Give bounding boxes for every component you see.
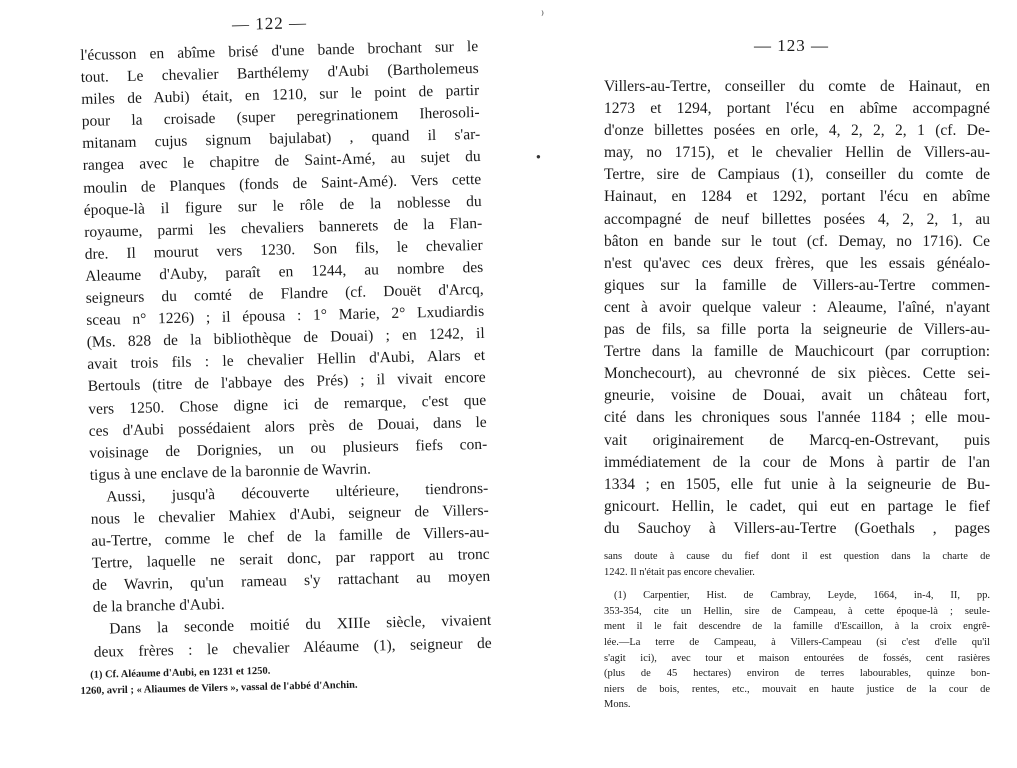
right-footnotes (604, 549, 990, 713)
text-line: avait trois fils : le chevalier Hellin d'Aubi, Alars et (87, 347, 486, 374)
page-number-122: — 122 — (231, 13, 308, 34)
text-line: giques sur la famille de Villers-au-Tertre commen- (604, 276, 990, 294)
text-line: cité dans les chroniques sous l'année 1184 ; elle mou- (604, 409, 990, 427)
text-line: Monchecourt), au chevronné de six pièces. Cette sei- (604, 365, 990, 383)
footnote-line: 1260, avril ; « Aliaumes de Vilers », vassal de l'abbé d'Anchin. (80, 679, 358, 697)
text-line: ces d'Aubi possédaient alors près de Douai, dans le (88, 413, 487, 440)
text-line: may, no 1715), et le chevalier Hellin de Villers-au- (604, 144, 990, 162)
text-line: Aussi, jusqu'à découverte ultérieure, tiendrons- (106, 479, 489, 506)
text-line: d'onze billettes posées en orle, 4, 2, 2, 2, 1 (cf. De- (604, 122, 990, 140)
text-line: de la branche d'Aubi. (92, 596, 225, 617)
text-line: Dans la seconde moitié du XIIIe siècle, vivaient (109, 612, 492, 638)
text-line: dre. Il mourut vers 1230. Son fils, le chevalier (84, 236, 483, 263)
footnote-line: 353-354, cite un Hellin, sire de Campeau, à cette époque-là ; seule- (604, 605, 990, 617)
text-line: au-Tertre, comme le chef de la famille de Villers-au- (91, 523, 490, 550)
text-line: tout. Le chevalier Barthélemy d'Aubi (Bartholemeus (80, 60, 479, 87)
text-line: 1334 ; en 1505, elle fut unie à la seigneurie de Bu- (604, 475, 990, 493)
text-line: immédiatement de la cour de Mons à partir de l'an (604, 453, 990, 471)
text-line: Tertre dans la famille de Mauchicourt (par corruption: (604, 343, 990, 361)
footnote-line: niers de bois, rentes, etc., mouvait en haute justice de la cour de (604, 683, 990, 695)
text-line: voisinage de Dorignies, un ou plusieurs fiefs con- (89, 435, 488, 462)
text-line: deux frères : le chevalier Aléaume (1), seigneur de (93, 634, 492, 661)
footnote-line: s'agit ici), avec tour et maison entourées de fossés, cent rasières (604, 652, 990, 664)
gutter-mark: ⁾ (541, 8, 544, 22)
text-line: Hainaut, en 1284 et 1292, portant l'écu en abîme (604, 188, 990, 206)
text-line: époque-là il figure sur le rôle de la noblesse du (83, 192, 482, 219)
text-line: gneurie, voisine de Douai, avait un château fort, (604, 387, 990, 405)
text-line: accompagné de neuf billettes posées 4, 2, 2, 1, au (604, 210, 990, 228)
text-line: Villers-au-Tertre, conseiller du comte de Hainaut, en (604, 78, 990, 95)
text-line: Bertouls (titre de l'abbaye des Prés) ; il vivait encore (87, 369, 486, 396)
gutter-dot: ● (536, 152, 541, 161)
text-line: royaume, parmi les chevaliers bannerets de la Flan- (84, 214, 483, 241)
footnote-line: (1) Cf. Aléaume d'Aubi, en 1231 et 1250. (90, 665, 271, 681)
text-line: Aleaume d'Auby, paraît en 1244, au nombre des (85, 258, 484, 285)
footnote-line: 1242. Il n'était pas encore chevalier. (604, 566, 755, 578)
text-line: vers 1250. Chose digne ici de remarque, c'est que (88, 391, 487, 418)
text-line: moulin de Planques (fonds de Saint-Amé). Vers cette (83, 170, 482, 197)
text-line: pas de fils, sa fille porta la seigneurie de Villers-au- (604, 321, 990, 339)
text-line: miles de Aubi) était, en 1210, sur le point de partir (81, 82, 480, 109)
text-line: cent à avoir quelque valeur : Aleaume, l'aîné, n'ayant (604, 298, 990, 316)
left-footnotes (80, 659, 479, 699)
text-line: mitanam cujus signum bajulabat) , quand il s'ar- (82, 126, 481, 153)
text-line: 1273 et 1294, portant l'écu en abîme accompagné (604, 100, 990, 118)
text-line: rangea avec le chapitre de Saint-Amé, au sujet du (82, 148, 481, 175)
text-line: seigneurs du comté de Flandre (cf. Douët d'Arcq, (85, 280, 484, 307)
text-line: pour la croisade (super peregrinationem Iherosoli- (81, 104, 480, 131)
footnote-line: sans doute à cause du fief dont il est question dans la charte de (604, 551, 990, 562)
text-line: nous le chevalier Mahiex d'Aubi, seigneur de Villers- (90, 501, 489, 528)
text-line: Tertre, laquelle ne serait donc, par rapport au tronc (91, 545, 490, 573)
text-line: l'écusson en abîme brisé d'une bande brochant sur le (80, 37, 479, 64)
text-line: tigus à une enclave de la baronnie de Wavrin. (89, 460, 372, 484)
text-line: Tertre, sire de Campiaus (1), conseiller du comte de (604, 166, 990, 184)
right-body-text (604, 76, 990, 540)
text-line: vait originairement de Marcq-en-Ostrevant, puis (604, 431, 990, 449)
footnote-line: lée.—La terre de Campeau, à Villers-Campeau (si c'est d'elle qu'il (604, 636, 990, 648)
footnote-line: Mons. (604, 699, 631, 711)
text-line: sceau n° 1226) ; il épousa : 1° Marie, 2° Lxudiardis (86, 303, 485, 330)
footnote-line: ment il le fait descendre de la famille d'Escaillon, à la croix engrê- (604, 621, 990, 633)
footnote-gap (604, 580, 990, 588)
text-line: n'est qu'avec ces deux frères, que les essais généalo- (604, 254, 990, 272)
text-line: de Wavrin, qu'un rameau s'y rattachant au moyen (92, 568, 491, 595)
footnote-line: (plus de 45 hectares) environ de terres labourables, quinze bon- (604, 668, 990, 680)
text-line: du Sauchoy à Villers-au-Tertre (Goethals , pages (604, 519, 990, 537)
text-line: gnicourt. Hellin, le cadet, qui eut en partage le fief (604, 497, 990, 515)
footnote-line: (1) Carpentier, Hist. de Cambray, Leyde, 1664, in-4, II, pp. (614, 590, 990, 602)
text-line: bâton en bande sur le tout (cf. Demay, no 1716). Ce (604, 232, 990, 250)
text-line: (Ms. 828 de la bibliothèque de Douai) ; en 1242, il (86, 325, 485, 352)
left-body-text (80, 36, 492, 663)
page-number-123: — 123 — (754, 36, 829, 55)
